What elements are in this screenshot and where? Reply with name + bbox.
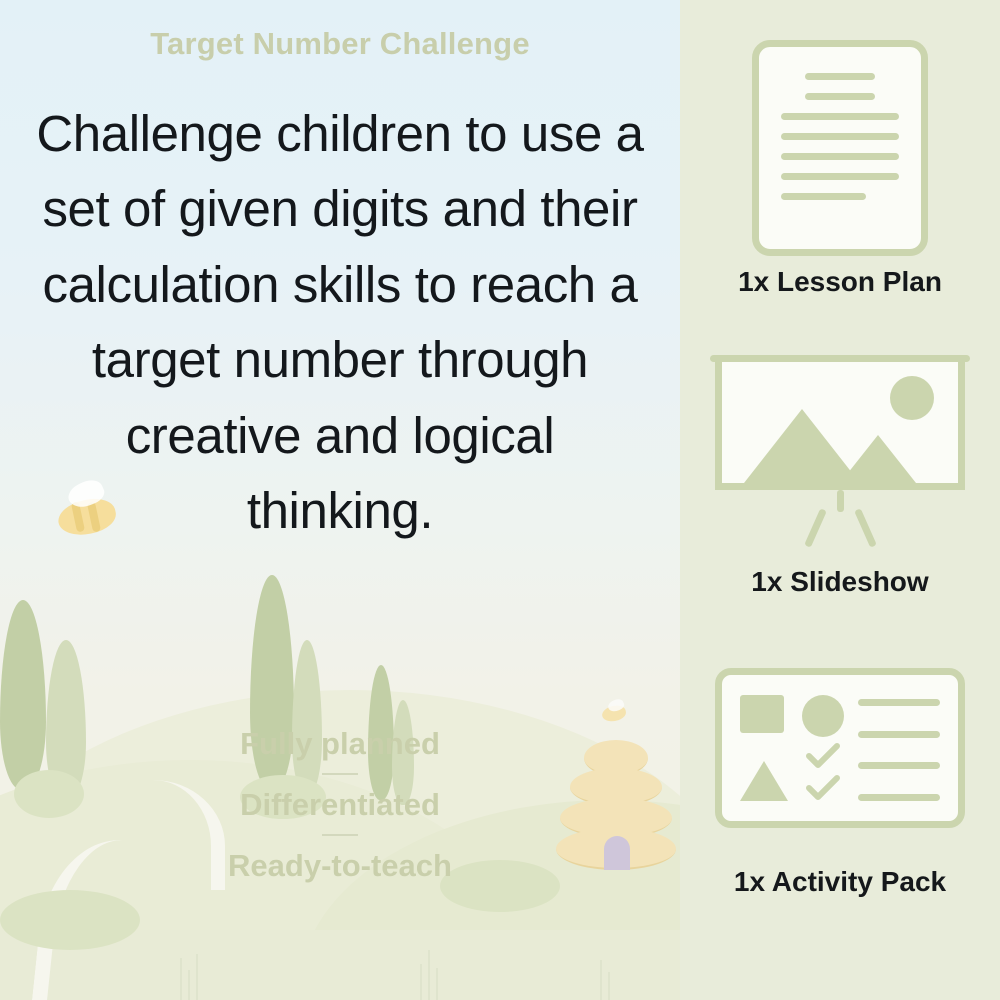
document-icon (752, 40, 928, 256)
feature-divider (322, 834, 358, 836)
feature-item: Ready-to-teach (228, 848, 452, 883)
square-shape (740, 695, 784, 733)
resource-label: 1x Slideshow (751, 566, 929, 597)
feature-item: Fully planned (240, 726, 440, 761)
resource-label: 1x Activity Pack (733, 866, 947, 897)
eyebrow-title: Target Number Challenge (150, 26, 530, 61)
resource-item-activity-pack (680, 628, 1000, 898)
resource-item-lesson-plan (680, 28, 1000, 298)
checkmark-icon (806, 743, 840, 769)
feature-divider (322, 773, 358, 775)
mountain-shape (840, 435, 916, 483)
right-panel (680, 0, 1000, 1000)
circle-shape (802, 695, 844, 737)
resource-item-slideshow (680, 328, 1000, 598)
checkmark-icon (806, 775, 840, 801)
feature-list (0, 718, 680, 891)
triangle-shape (740, 761, 788, 801)
resource-label: 1x Lesson Plan (738, 266, 942, 297)
activity-pack-icon (715, 668, 965, 828)
headline-description: Challenge children to use a set of given digits and their calculation skills to reach a target number through creative and logical thinking. (36, 105, 644, 540)
presentation-screen-icon (710, 355, 970, 542)
sun-shape (890, 376, 934, 420)
feature-item: Differentiated (240, 787, 440, 822)
